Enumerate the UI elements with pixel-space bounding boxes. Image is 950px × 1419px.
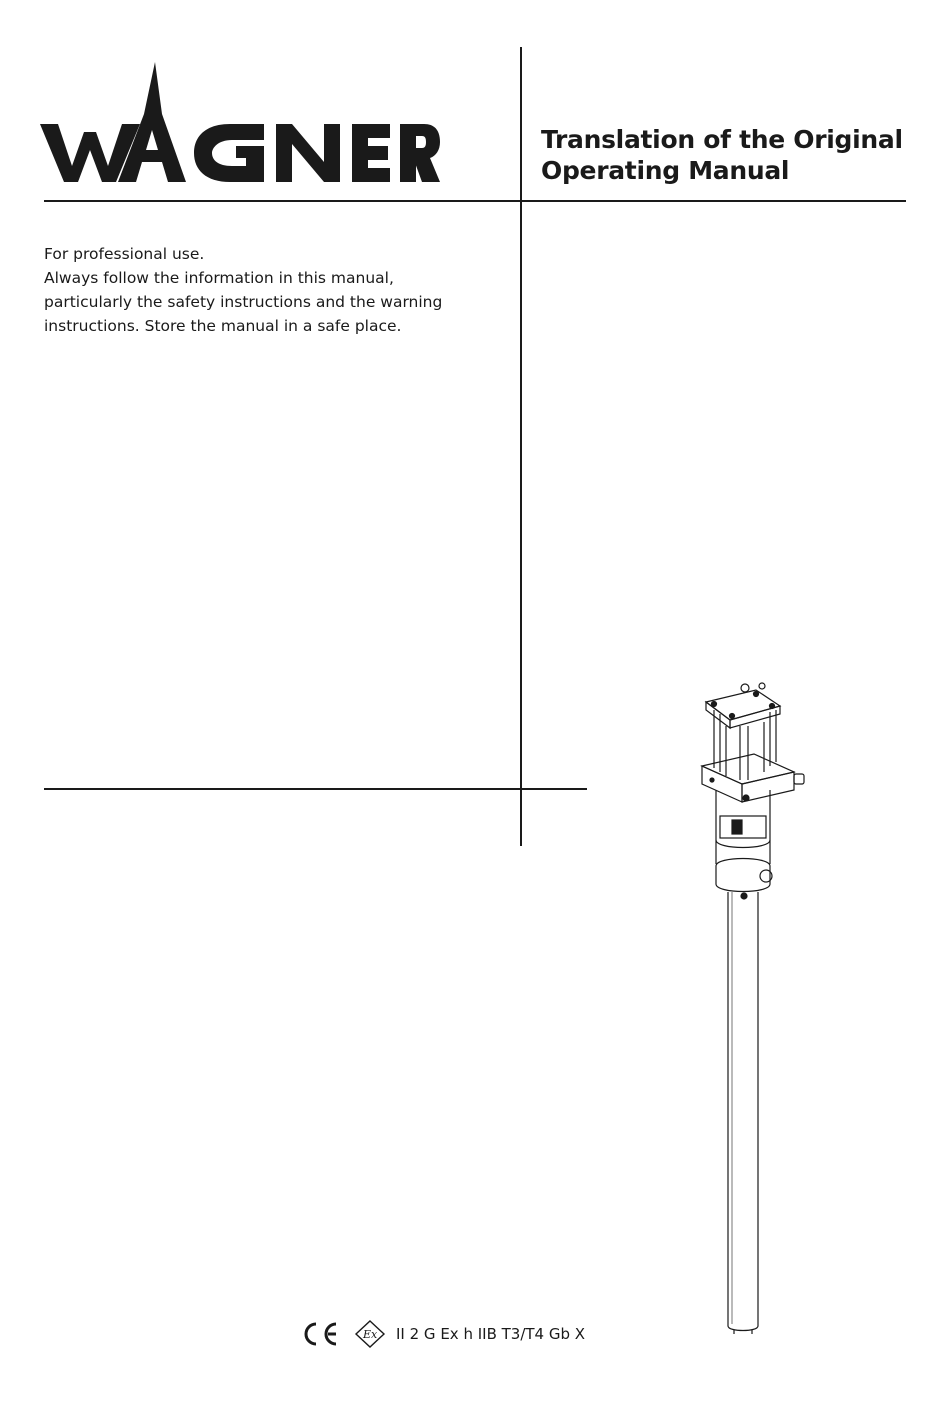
- drum-pump-illustration: [690, 680, 820, 1340]
- notice-line: Always follow the information in this manual,: [44, 269, 394, 287]
- ex-mark-icon: [354, 1319, 386, 1349]
- usage-notice: [44, 242, 514, 338]
- document-title: [541, 124, 921, 186]
- wagner-logo: [40, 62, 440, 188]
- notice-line: For professional use.: [44, 245, 205, 263]
- notice-line: particularly the safety instructions and the warning: [44, 293, 443, 311]
- document-title-line: Translation of the Original: [541, 125, 903, 154]
- document-title-line: Operating Manual: [541, 156, 790, 185]
- ce-mark-icon: [300, 1320, 340, 1348]
- svg-text:Ex: Ex: [363, 1328, 378, 1341]
- notice-line: instructions. Store the manual in a safe place.: [44, 317, 402, 335]
- certification-row: [300, 1314, 620, 1354]
- body-rule: [44, 788, 587, 790]
- header-rule: [44, 200, 906, 202]
- atex-marking: II 2 G Ex h IIB T3/T4 Gb X: [396, 1325, 586, 1343]
- vertical-divider: [520, 47, 522, 846]
